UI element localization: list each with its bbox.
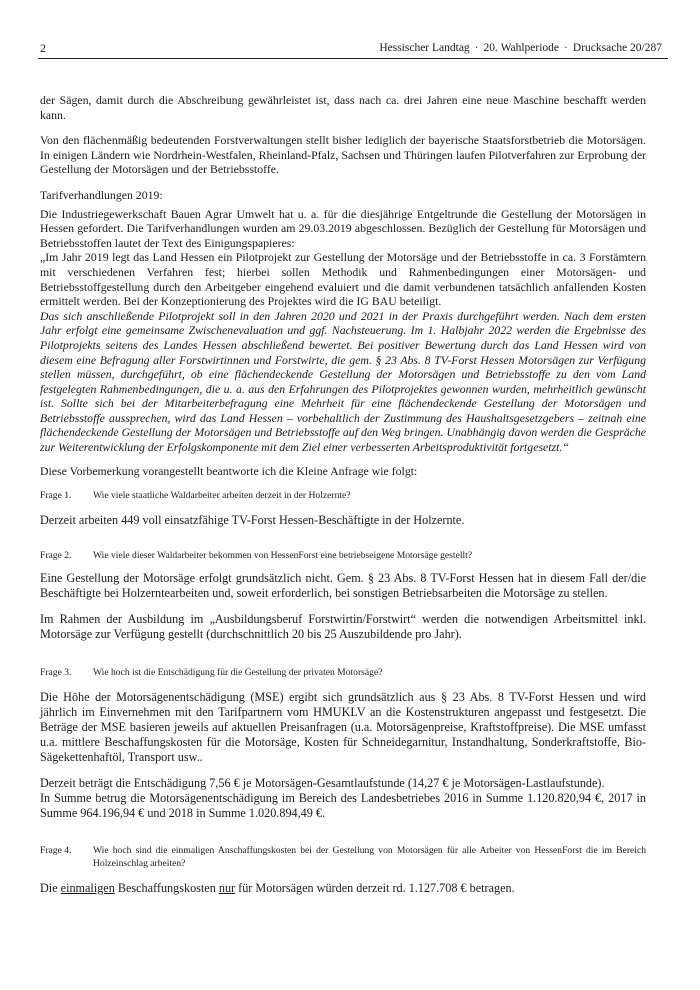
paragraph-forstverwaltungen: Von den flächenmäßig bedeutenden Forstverwaltungen stellt bisher lediglich der bayerische Staatsforstbetrieb die Motorsägen. In einigen Ländern wie Nordrhein-Westfalen, Rheinland-Pfalz, Sachsen und Thüringen laufen Pilotverfahren zur Erprobung der Gestellung der Motorsägen und der Betriebsstoffe. [40,133,646,177]
answer-4-underlined-nur: nur [218,881,236,896]
answer-4-word: Die [40,881,58,896]
question-text: Wie viele dieser Waldarbeiter bekommen von HessenForst eine betriebseigene Motorsäge gestellt? [93,549,473,561]
question-text: Wie hoch ist die Entschädigung für die Gestellung der privaten Motorsäge? [93,667,383,679]
document-reference: Drucksache 20/287 [572,42,662,54]
answer-2-paragraph-1: Eine Gestellung der Motorsäge erfolgt grundsätzlich nicht. Gem. § 23 Abs. 8 TV-Forst Hessen hat in diesem Fall der/die Beschäftigte bei Holzerntearbeiten und, soweit erforderlich, bei sonstigen Betriebsarbeiten die Motorsäge zu stellen. [40,571,646,601]
document-body [40,93,646,896]
header-separator: · [564,42,568,54]
answer-3-paragraph-2: Derzeit beträgt die Entschädigung 7,56 € je Motorsägen-Gesamtlaufstunde (14,27 € je Motorsägen-Lastlaufstunde). [40,776,605,791]
answer-2-paragraph-2: Im Rahmen der Ausbildung im „Ausbildungsberuf Forstwirtin/Forstwirt“ werden die notwendigen Arbeitsmittel inkl. Motorsäge zur Verfügung gestellt (durchschnittlich 20 bis 25 Auszubildende pro Jahr). [40,612,646,642]
question-1 [40,490,646,502]
question-text: Wie hoch sind die einmaligen Anschaffungskosten bei der Gestellung von Motorsägen für alle Arbeiter von HessenForst die im Bereich Holzeinschlag arbeiten? [93,845,646,869]
quote-paragraph-1: „Im Jahr 2019 legt das Land Hessen ein Pilotprojekt zur Gestellung der Motorsäge und der Betriebsstoffe in ca. 3 Forstämtern mit verschiedenen Verfahren fest; hierbei sollen Methodik und Rahmenbedingungen einer Motorsägen- und Betriebsstoffgestellung durch den Arbeitgeber eingehend evaluiert und die damit verbundenen tatsächlich anfallenden Kosten ermittelt werden. Bei der Konzeptionierung des Projektes wird die IG BAU beteiligt. [40,250,646,309]
question-label: Frage 4. [40,845,72,857]
answer-3-paragraph-3: In Summe betrug die Motorsägenentschädigung im Bereich des Landesbetriebes 2016 in Summe 1.120.820,94 €, 2017 in Summe 964.196,94 € und 2018 in Summe 1.020.894,49 €. [40,791,646,821]
answer-4 [40,881,646,896]
question-label: Frage 2. [40,549,72,561]
section-heading-tarif: Tarifverhandlungen 2019: [40,187,163,202]
question-4 [40,845,646,870]
answer-4-underlined-einmaligen: einmaligen [60,881,115,896]
paragraph-vorbemerkung: Diese Vorbemerkung vorangestellt beantworte ich die Kleine Anfrage wie folgt: [40,463,418,478]
answer-4-rest: für Motorsägen würden derzeit rd. 1.127.708 € betragen. [238,881,515,896]
legislative-period: 20. Wahlperiode [483,42,560,54]
paragraph-continuation: der Sägen, damit durch die Abschreibung gewährleistet ist, dass nach ca. drei Jahren eine neue Maschine beschafft werden kann. [40,93,646,122]
paragraph-tarifverhandlungen: Die Industriegewerkschaft Bauen Agrar Umwelt hat u. a. für die diesjährige Entgeltrunde die Gestellung der Motorsägen in Hessen gefordert. Die Tarifverhandlungen wurden am 29.03.2019 abgeschlossen. Bezüglich der Gestellung für Motorsägen und Betriebsstoffen lautet der Text des Einigungspapieres: [40,206,646,250]
publisher-name: Hessischer Landtag [379,42,470,54]
question-label: Frage 1. [40,490,72,502]
header-separator: · [474,42,479,54]
page-header [38,41,662,57]
question-3 [40,667,646,679]
header-rule [38,58,668,59]
page-number: 2 [40,41,46,55]
answer-1: Derzeit arbeiten 449 voll einsatzfähige TV-Forst Hessen-Beschäftigte in der Holzernte. [40,512,465,527]
question-label: Frage 3. [40,667,72,679]
header-right [379,41,662,55]
question-text: Wie viele staatliche Waldarbeiter arbeiten derzeit in der Holzernte? [93,490,351,502]
question-2 [40,550,646,562]
quote-paragraph-2: Das sich anschließende Pilotprojekt soll in den Jahren 2020 und 2021 in der Praxis durchgeführt werden. Nach dem ersten Jahr erfolgt eine gemeinsame Zwischenevaluation und ggf. Nachsteuerung. Im 1. Halbjahr 2022 werden die Ergebnisse des Pilotprojekts seitens des Landes Hessen abschließend bewertet. Bei positiver Bewertung durch das Land Hessen wird von diesem eine Befragung aller Forstwirtinnen und Forstwirte, die gem. § 23 Abs. 8 TV-Forst Hessen Motorsägen zur Verfügung stellen müssen, durchgeführt, ob eine flächendeckende Gestellung der Motorsägen und Betriebsstoffe zu den vom Land festgelegten Rahmenbedingungen, die u. a. aus den Erfahrungen des Pilotprojektes gewonnen wurden, mehrheitlich gewünscht ist. Sollte sich bei der Mitarbeiterbefragung eine Mehrheit für eine flächendeckende Gestellung der Motorsägen und Betriebsstoffe aussprechen, wird das Land Hessen – vorbehaltlich der Zustimmung des Haushaltsgesetzgebers – zeitnah eine flächendeckende Gestellung der Motorsägen und Betriebsstoffe auf den Weg bringen. Unabhängig davon werden die Gespräche zur Weiterentwicklung der Erfolgskomponente mit dem Ziel einer verbesserten Arbeitsproduktivität fortgesetzt.“ [40,308,646,455]
answer-3-paragraph-1: Die Höhe der Motorsägenentschädigung (MSE) ergibt sich grundsätzlich aus § 23 Abs. 8 TV-Forst Hessen und wird jährlich im Einvernehmen mit den Tarifpartnern vom HMUKLV an die Kostenstrukturen angepasst und festgesetzt. Die Beträge der MSE basieren jeweils auf aktuellen Preisanfragen (u.a. Motorsägenpreise, Kraftstoffpreise). Die MSE umfasst u.a. mittlere Beschaffungskosten für die Motorsäge, Kosten für Schneidegarnitur, Instandhaltung, Sonderkraftstoffe, Bio-Sägekettenhaftöl, Transport usw.. [40,690,646,765]
answer-4-word: Beschaffungskosten [117,881,216,896]
